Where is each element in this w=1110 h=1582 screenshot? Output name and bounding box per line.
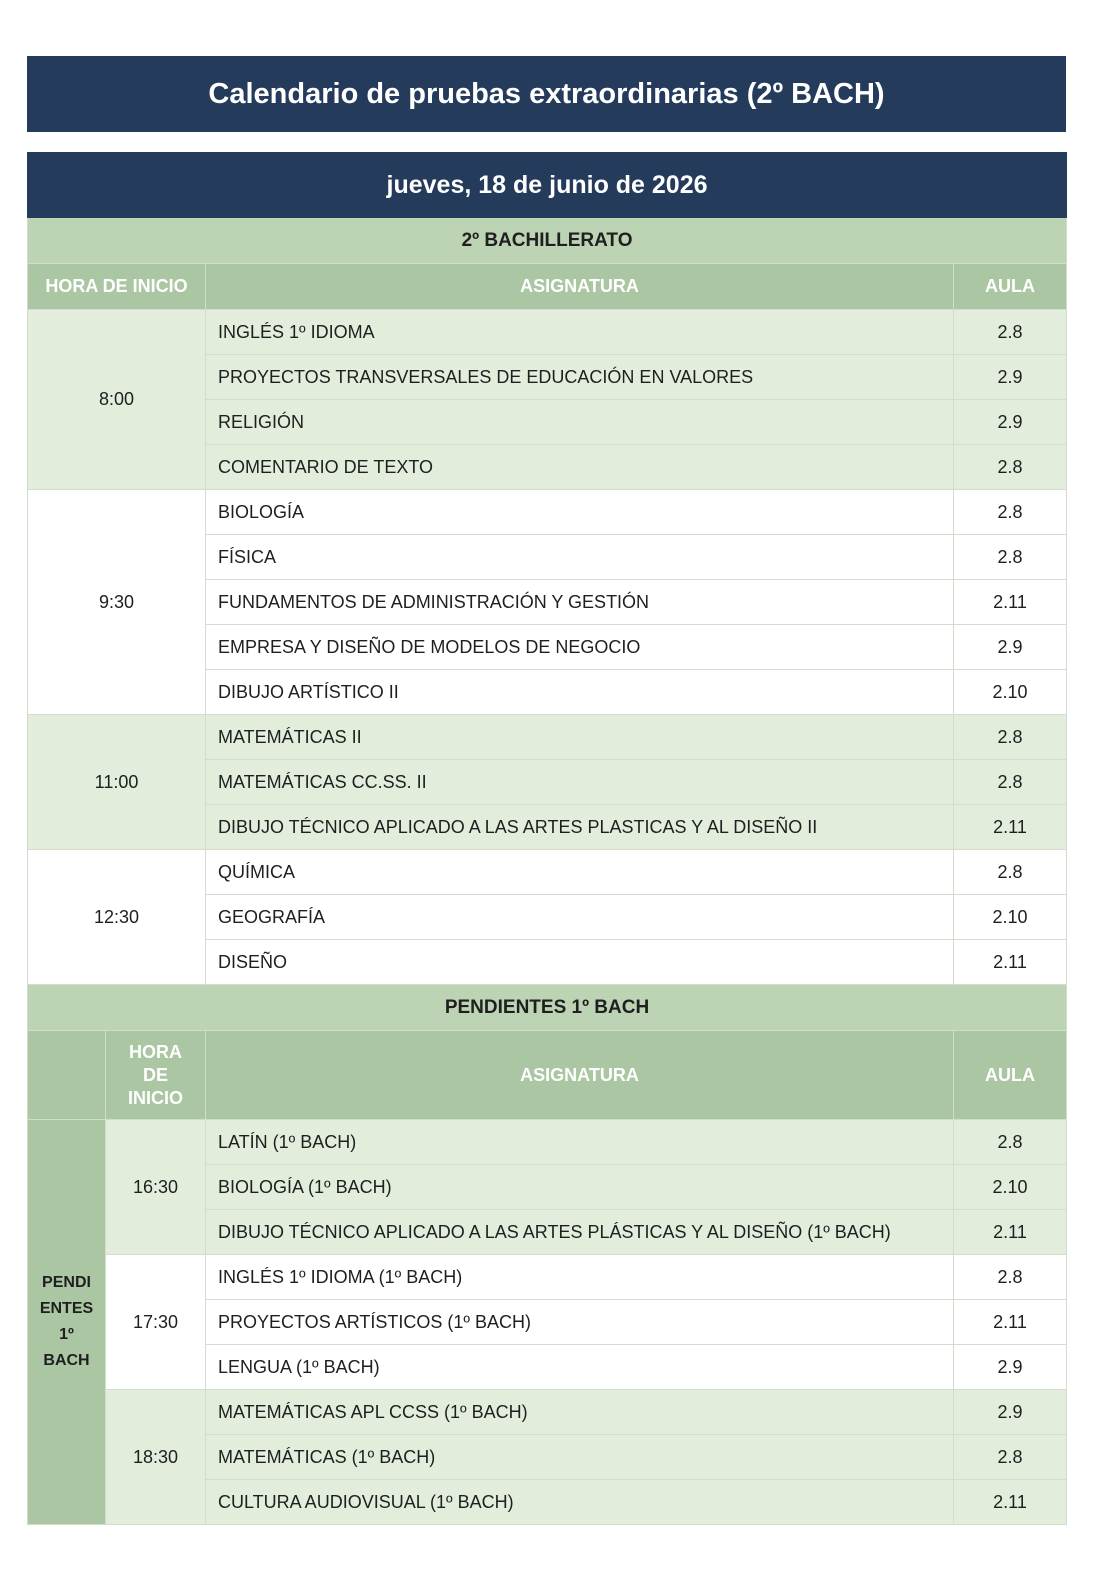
side-label-word: ENTES [39,1300,94,1317]
room-cell: 2.11 [954,580,1067,625]
start-time: 17:30 [106,1255,206,1390]
subject-cell: LATÍN (1º BACH) [206,1120,954,1165]
subject-cell: COMENTARIO DE TEXTO [206,445,954,490]
subject-cell: FUNDAMENTOS DE ADMINISTRACIÓN Y GESTIÓN [206,580,954,625]
table-row [28,1255,1067,1300]
room-cell: 2.8 [954,715,1067,760]
subject-cell: MATEMÁTICAS (1º BACH) [206,1435,954,1480]
room-cell: 2.9 [954,1390,1067,1435]
subject-cell: DIBUJO TÉCNICO APLICADO A LAS ARTES PLASTICAS Y AL DISEÑO II [206,805,954,850]
subject-cell: MATEMÁTICAS II [206,715,954,760]
table-row [28,715,1067,760]
start-time: 12:30 [28,850,206,985]
room-cell: 2.11 [954,1300,1067,1345]
subject-cell: LENGUA (1º BACH) [206,1345,954,1390]
subject-cell: PROYECTOS TRANSVERSALES DE EDUCACIÓN EN VALORES [206,355,954,400]
section-title: PENDIENTES 1º BACH [28,985,1067,1031]
column-header-room: AULA [954,1031,1067,1120]
room-cell: 2.11 [954,940,1067,985]
date-heading: jueves, 18 de junio de 2026 [28,153,1067,218]
page-title: Calendario de pruebas extraordinarias (2º BACH) [27,56,1066,132]
room-cell: 2.11 [954,1210,1067,1255]
room-cell: 2.11 [954,1480,1067,1525]
room-cell: 2.8 [954,445,1067,490]
table-row [28,310,1067,355]
subject-cell: CULTURA AUDIOVISUAL (1º BACH) [206,1480,954,1525]
start-time: 9:30 [28,490,206,715]
column-header-time: HORA DE INICIO [28,264,206,310]
subject-cell: FÍSICA [206,535,954,580]
schedule-table [27,152,1067,1525]
start-time: 11:00 [28,715,206,850]
start-time: 8:00 [28,310,206,490]
section-header-row [28,985,1067,1031]
side-label-word: BACH [43,1352,90,1369]
column-header-subject: ASIGNATURA [206,1031,954,1120]
room-cell: 2.10 [954,1165,1067,1210]
subject-cell: DIBUJO TÉCNICO APLICADO A LAS ARTES PLÁSTICAS Y AL DISEÑO (1º BACH) [206,1210,954,1255]
subject-cell: GEOGRAFÍA [206,895,954,940]
subject-cell: BIOLOGÍA [206,490,954,535]
table-row [28,490,1067,535]
table-row [28,1120,1067,1165]
room-cell: 2.8 [954,850,1067,895]
room-cell: 2.8 [954,760,1067,805]
start-time: 18:30 [106,1390,206,1525]
table-row [28,1390,1067,1435]
column-header-room: AULA [954,264,1067,310]
column-header-row [28,264,1067,310]
header-word: INICIO [127,1087,183,1108]
room-cell: 2.8 [954,310,1067,355]
subject-cell: MATEMÁTICAS APL CCSS (1º BACH) [206,1390,954,1435]
subject-cell: INGLÉS 1º IDIOMA [206,310,954,355]
subject-cell: BIOLOGÍA (1º BACH) [206,1165,954,1210]
column-header-time [106,1031,206,1120]
header-word: DE [142,1064,168,1085]
side-label-word: PENDI [42,1274,91,1291]
section-title: 2º BACHILLERATO [28,218,1067,264]
room-cell: 2.8 [954,490,1067,535]
room-cell: 2.8 [954,1255,1067,1300]
date-row [28,153,1067,218]
column-header-row [28,1031,1067,1120]
room-cell: 2.9 [954,1345,1067,1390]
room-cell: 2.9 [954,400,1067,445]
subject-cell: PROYECTOS ARTÍSTICOS (1º BACH) [206,1300,954,1345]
side-label-word: 1º [59,1326,74,1343]
header-word: HORA [129,1041,182,1062]
room-cell: 2.8 [954,535,1067,580]
room-cell: 2.9 [954,625,1067,670]
room-cell: 2.8 [954,1120,1067,1165]
subject-cell: INGLÉS 1º IDIOMA (1º BACH) [206,1255,954,1300]
subject-cell: QUÍMICA [206,850,954,895]
room-cell: 2.10 [954,670,1067,715]
room-cell: 2.10 [954,895,1067,940]
table-row [28,850,1067,895]
room-cell: 2.11 [954,805,1067,850]
subject-cell: EMPRESA Y DISEÑO DE MODELOS DE NEGOCIO [206,625,954,670]
room-cell: 2.8 [954,1435,1067,1480]
room-cell: 2.9 [954,355,1067,400]
subject-cell: DISEÑO [206,940,954,985]
subject-cell: MATEMÁTICAS CC.SS. II [206,760,954,805]
subject-cell: RELIGIÓN [206,400,954,445]
start-time: 16:30 [106,1120,206,1255]
column-header-blank [28,1031,106,1120]
section-header-row [28,218,1067,264]
column-header-subject: ASIGNATURA [206,264,954,310]
subject-cell: DIBUJO ARTÍSTICO II [206,670,954,715]
group-side-label [28,1120,106,1525]
